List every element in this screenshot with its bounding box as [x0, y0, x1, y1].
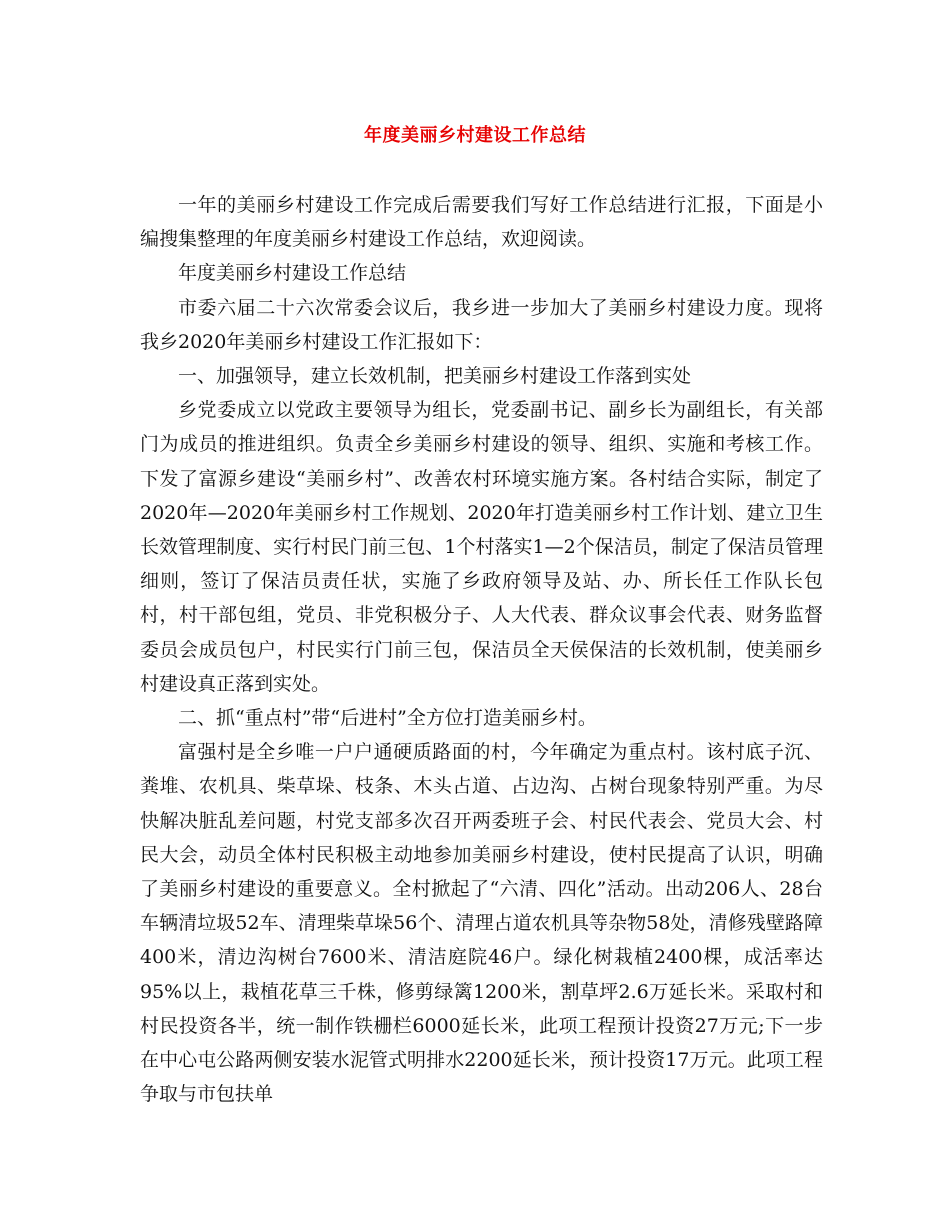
paragraph-subtitle: 年度美丽乡村建设工作总结	[178, 262, 407, 285]
section-heading-2: 二、抓“重点村”带“后进村”全方位打造美丽乡村。	[178, 707, 597, 730]
paragraph-intro: 一年的美丽乡村建设工作完成后需要我们写好工作总结进行汇报，下面是小编搜集整理的年度美丽乡村建设工作总结，欢迎阅读。	[140, 194, 823, 251]
paragraph-overview: 市委六届二十六次常委会议后，我乡进一步加大了美丽乡村建设力度。现将我乡2020年美丽乡村建设工作汇报如下：	[140, 296, 823, 353]
section-heading-1: 一、加强领导，建立长效机制，把美丽乡村建设工作落到实处	[178, 365, 692, 388]
paragraph-section-1: 乡党委成立以党政主要领导为组长，党委副书记、副乡长为副组长，有关部门为成员的推进组织。负责全乡美丽乡村建设的领导、组织、实施和考核工作。下发了富源乡建设“美丽乡村”、改善农村环境实施方案。各村结合实际，制定了2020年—2020年美丽乡村工作规划、2020年打造美丽乡村工作计划、建立卫生长效管理制度、实行村民门前三包、1个村落实1—2个保洁员，制定了保洁员管理细则，签订了保洁员责任状，实施了乡政府领导及站、办、所长任工作队长包村，村干部包组，党员、非党积极分子、人大代表、群众议事会代表、财务监督委员会成员包户，村民实行门前三包，保洁员全天侯保洁的长效机制，使美丽乡村建设真正落到实处。	[140, 399, 823, 695]
document-body	[140, 188, 823, 1111]
document-title: 年度美丽乡村建设工作总结	[364, 125, 586, 146]
paragraph-section-2: 富强村是全乡唯一户户通硬质路面的村，今年确定为重点村。该村底子沉、粪堆、农机具、柴草垛、枝条、木头占道、占边沟、占树台现象特别严重。为尽快解决脏乱差问题，村党支部多次召开两委班子会、村民代表会、党员大会、村民大会，动员全体村民积极主动地参加美丽乡村建设，使村民提高了认识，明确了美丽乡村建设的重要意义。全村掀起了“六清、四化”活动。出动206人、28台车辆清垃圾52车、清理柴草垛56个、清理占道农机具等杂物58处，清修残壁路障400米，清边沟树台7600米、清洁庭院46户。绿化树栽植2400棵，成活率达95%以上，栽植花草三千株，修剪绿篱1200米，割草坪2.6万延长米。采取村和村民投资各半，统一制作铁栅栏6000延长米，此项工程预计投资27万元;下一步在中心屯公路两侧安装水泥管式明排水2200延长米，预计投资17万元。此项工程争取与市包扶单	[140, 741, 823, 1106]
